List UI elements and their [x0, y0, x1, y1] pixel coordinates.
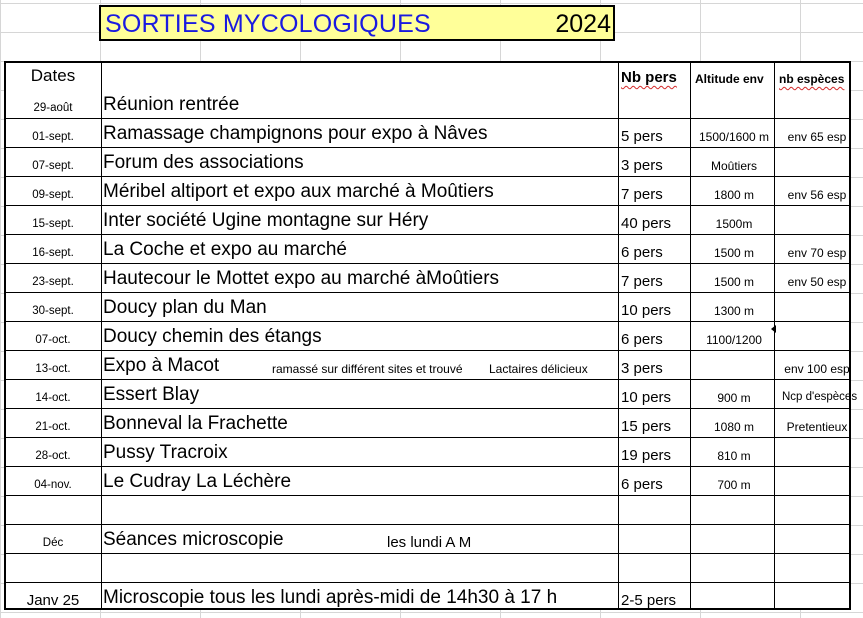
header-dates: Dates [30, 66, 76, 85]
row-especes: env 70 esp [787, 246, 847, 260]
row-nb-pers: 7 pers [621, 186, 663, 203]
row-divider [6, 292, 849, 293]
row-nb-pers: 3 pers [621, 360, 663, 377]
row-divider [6, 321, 849, 322]
row-divider [6, 524, 849, 525]
row-divider [6, 263, 849, 264]
row-activity: Inter société Ugine montagne sur Héry [103, 210, 429, 231]
row-date: 14-oct. [35, 392, 71, 404]
row-note: Lactaires délicieux [489, 362, 588, 376]
row-date: 13-oct. [35, 363, 71, 375]
row-divider [6, 234, 849, 235]
row-divider [6, 437, 849, 438]
row-altitude: 1100/1200 [706, 333, 762, 347]
row-altitude: 1080 m [713, 420, 755, 434]
row-activity: La Coche et expo au marché [103, 239, 347, 260]
comment-marker-icon [771, 325, 776, 333]
row-date: 28-oct. [35, 450, 71, 462]
row-nb-pers: 10 pers [621, 389, 672, 406]
row-divider [6, 205, 849, 206]
col-divider [101, 63, 102, 608]
row-especes: env 100 esp [784, 362, 850, 376]
row-divider [6, 495, 849, 496]
row-date: 21-oct. [35, 421, 71, 433]
row-altitude: 900 m [717, 391, 751, 405]
row-activity: Méribel altiport et expo aux marché à Moûtiers [103, 181, 494, 202]
row-date: 16-sept. [32, 247, 74, 259]
row-date: 30-sept. [32, 305, 74, 317]
row-divider [6, 553, 849, 554]
sheet-year: 2024 [555, 10, 611, 38]
row-altitude: 1800 m [713, 188, 755, 202]
row-especes: env 50 esp [787, 275, 847, 289]
row-activity: Pussy Tracroix [103, 442, 228, 463]
row-nb-pers: 10 pers [621, 302, 672, 319]
row-nb-pers: 6 pers [621, 476, 663, 493]
row-especes: env 65 esp [787, 130, 847, 144]
row-nb-pers: 19 pers [621, 447, 672, 464]
row-note: ramassé sur différent sites et trouvé [272, 362, 463, 376]
row-altitude: 810 m [717, 449, 751, 463]
col-divider [618, 63, 619, 608]
row-date: 09-sept. [32, 189, 74, 201]
row-date: 04-nov. [34, 479, 72, 491]
row-activity: Expo à Macot [103, 355, 220, 376]
row-especes: Pretentieux [786, 420, 848, 434]
row-nb-pers: 5 pers [621, 128, 663, 145]
row-divider [6, 176, 849, 177]
row-nb-pers: 3 pers [621, 157, 663, 174]
row-altitude: 1500 m [713, 246, 755, 260]
row-date: 07-oct. [35, 334, 71, 346]
row-altitude: Moûtiers [710, 159, 757, 173]
row-activity: Ramassage champignons pour expo à Nâves [103, 123, 488, 144]
row-activity: Essert Blay [103, 384, 200, 405]
row-activity: Bonneval la Frachette [103, 413, 288, 434]
row-divider [6, 147, 849, 148]
row-activity: Hautecour le Mottet expo au marché àMoûtiers [103, 268, 500, 289]
row-divider [6, 379, 849, 380]
outings-table [4, 61, 858, 610]
row-activity: Réunion rentrée [103, 94, 240, 115]
header-altitude: Altitude env [695, 72, 764, 86]
row-activity: Le Cudray La Léchère [103, 471, 292, 492]
header-nb-pers: Nb pers [621, 69, 677, 86]
row-date: 23-sept. [32, 276, 74, 288]
row-nb-pers: 6 pers [621, 244, 663, 261]
row-altitude: 1300 m [713, 304, 755, 318]
row-date: 07-sept. [32, 160, 74, 172]
col-divider [690, 63, 691, 608]
row-divider [6, 582, 849, 583]
row-divider [6, 408, 849, 409]
row-activity: Forum des associations [103, 152, 304, 173]
row-altitude: 1500 m [713, 275, 755, 289]
title-box [99, 5, 615, 41]
row-nb-pers: 15 pers [621, 418, 672, 435]
row-divider [6, 466, 849, 467]
row-nb-pers: 7 pers [621, 273, 663, 290]
header-especes: nb espèces [779, 72, 845, 86]
row-altitude: 1500/1600 m [698, 130, 770, 144]
row-activity: Doucy chemin des étangs [103, 326, 322, 347]
row-date: 01-sept. [32, 131, 74, 143]
row-nb-pers: 40 pers [621, 215, 672, 232]
row-divider [6, 350, 849, 351]
row-activity: Doucy plan du Man [103, 297, 267, 318]
row-altitude: 1500m [715, 217, 753, 231]
sheet-title: SORTIES MYCOLOGIQUES [105, 10, 431, 38]
row-divider [6, 118, 849, 119]
row-nb-pers: 2-5 pers [621, 592, 677, 609]
row-date: Déc [42, 537, 64, 549]
row-note: les lundi A M [387, 534, 472, 551]
row-date: Janv 25 [26, 592, 80, 609]
row-especes: Ncp d'espèces [782, 391, 858, 403]
row-altitude: 700 m [717, 478, 751, 492]
row-nb-pers: 6 pers [621, 331, 663, 348]
row-activity: Microscopie tous les lundi après-midi de 14h30 à 17 h [103, 587, 558, 608]
row-date: 15-sept. [32, 218, 74, 230]
row-activity: Séances microscopie [103, 529, 284, 550]
row-especes: env 56 esp [787, 188, 847, 202]
row-date: 29-août [33, 102, 73, 114]
